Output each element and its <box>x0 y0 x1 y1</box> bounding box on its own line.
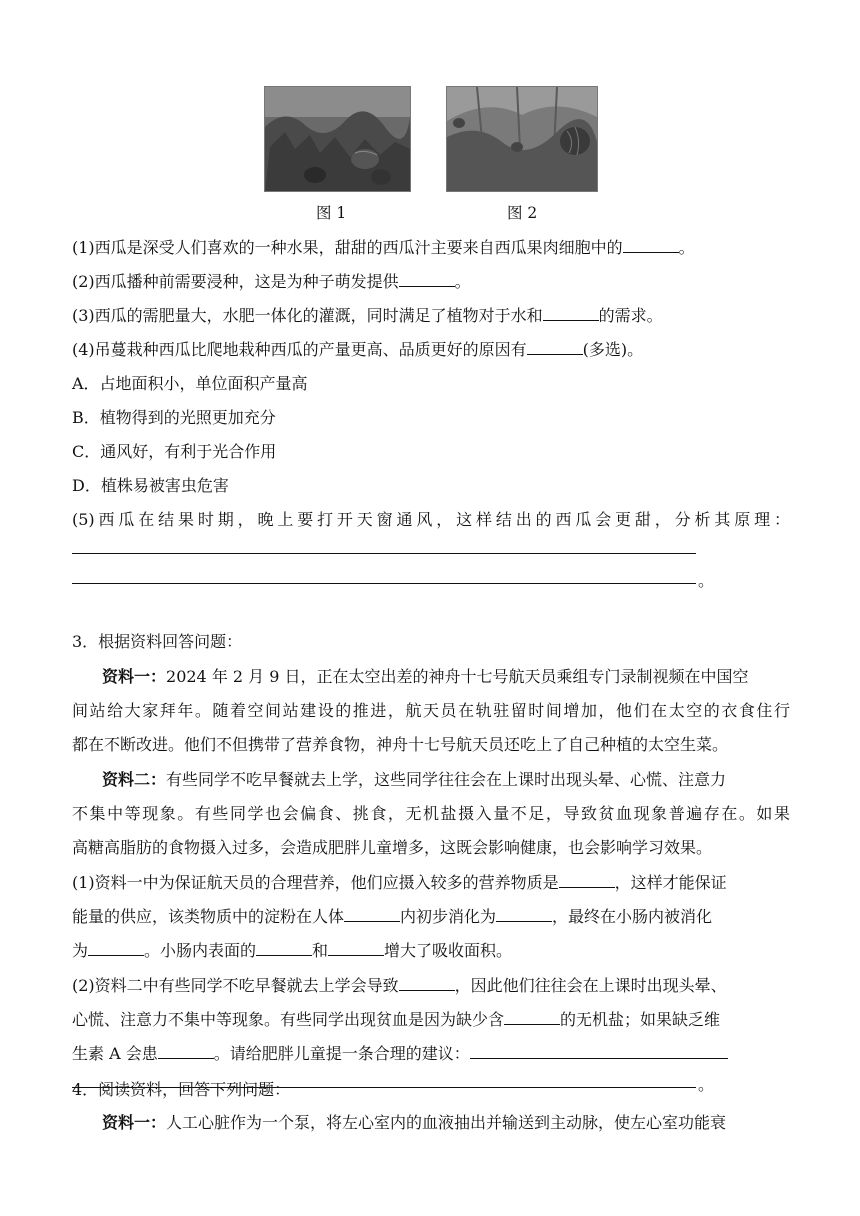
option-d: D．植株易被害虫危害 <box>72 476 229 495</box>
q4-material-1-line-1: 资料一：人工心脏作为一个泵，将左心室内的血液抽出并输送到主动脉，使左心室功能衰 <box>102 1113 727 1132</box>
answer-blank[interactable] <box>399 976 455 991</box>
q3-material-1-line-1: 资料一：2024 年 2 月 9 日，正在太空出差的神舟十七号航天员乘组专门录制视频在中国空 <box>102 667 749 686</box>
answer-blank[interactable] <box>470 1044 728 1059</box>
option-c: C．通风好，有利于光合作用 <box>72 442 277 461</box>
answer-line[interactable] <box>72 553 696 554</box>
answer-blank[interactable] <box>543 306 599 321</box>
q3-part-1-line-1: (1)资料一中为保证航天员的合理营养，他们应摄入较多的营养物质是 ，这样才能保证 <box>72 873 727 892</box>
q2-item-3: (3)西瓜的需肥量大，水肥一体化的灌溉，同时满足了植物对于水和 的需求。 <box>72 306 663 325</box>
answer-blank[interactable] <box>256 941 312 956</box>
q3-material-2-line-2: 不集中等现象。有些同学也会偏食、挑食，无机盐摄入量不足，导致贫血现象普遍存在。如果 <box>72 804 790 823</box>
answer-line[interactable] <box>72 583 696 584</box>
figure-1-caption: 图 1 <box>316 204 347 222</box>
answer-blank[interactable] <box>559 873 615 888</box>
answer-blank[interactable] <box>328 941 384 956</box>
q3-part-2-line-1: (2)资料二中有些同学不吃早餐就去上学会导致 ，因此他们往往会在上课时出现头晕、 <box>72 976 727 995</box>
answer-end-mark: 。 <box>698 1075 715 1094</box>
option-a: A．占地面积小，单位面积产量高 <box>72 374 308 393</box>
answer-blank[interactable] <box>344 907 400 922</box>
q3-material-2-line-1: 资料二：有些同学不吃早餐就去上学，这些同学往往会在上课时出现头晕、心慌、注意力 <box>102 770 727 789</box>
q3-part-2-line-3: 生素 A 会患 。请给肥胖儿童提一条合理的建议： <box>72 1041 728 1064</box>
answer-blank[interactable] <box>496 907 552 922</box>
answer-end-mark: 。 <box>698 571 715 590</box>
answer-blank[interactable] <box>504 1010 560 1025</box>
answer-blank[interactable] <box>527 340 583 355</box>
answer-blank[interactable] <box>399 272 455 287</box>
answer-blank[interactable] <box>623 238 679 253</box>
q3-part-1-line-3: 为 。小肠内表面的 和 增大了吸收面积。 <box>72 941 513 960</box>
q2-item-2: (2)西瓜播种前需要浸种，这是为种子萌发提供 。 <box>72 272 471 291</box>
watermelon-field-photo <box>264 86 411 192</box>
answer-blank[interactable] <box>88 941 144 956</box>
q2-item-5: (5)西瓜在结果时期，晚上要打开天窗通风，这样结出的西瓜会更甜，分析其原理： <box>72 510 790 529</box>
hanging-watermelon-photo <box>446 86 598 192</box>
answer-blank[interactable] <box>158 1044 214 1059</box>
q3-part-2-line-2: 心慌、注意力不集中等现象。有些同学出现贫血是因为缺少含 的无机盐；如果缺乏维 <box>72 1010 721 1029</box>
q3-material-1-line-3: 都在不断改进。他们不但携带了营养食物，神舟十七号航天员还吃上了自己种植的太空生菜。 <box>72 735 729 754</box>
q3-part-1-line-2: 能量的供应，该类物质中的淀粉在人体 内初步消化为 ，最终在小肠内被消化 <box>72 907 713 926</box>
figure-row <box>264 86 598 192</box>
q4-title: 4．阅读资料，回答下列问题： <box>72 1080 291 1099</box>
option-b: B．植物得到的光照更加充分 <box>72 408 276 427</box>
q3-material-2-line-3: 高糖高脂肪的食物摄入过多，会造成肥胖儿童增多，这既会影响健康，也会影响学习效果。 <box>72 838 713 857</box>
q2-item-4: (4)吊蔓栽种西瓜比爬地栽种西瓜的产量更高、品质更好的原因有 (多选)。 <box>72 340 644 359</box>
q3-title: 3．根据资料回答问题： <box>72 632 243 651</box>
q2-item-1: (1)西瓜是深受人们喜欢的一种水果，甜甜的西瓜汁主要来自西瓜果肉细胞中的 。 <box>72 238 695 257</box>
q3-material-1-line-2: 间站给大家拜年。随着空间站建设的推进，航天员在轨驻留时间增加，他们在太空的衣食住行 <box>72 701 790 720</box>
figure-2-caption: 图 2 <box>507 204 538 222</box>
